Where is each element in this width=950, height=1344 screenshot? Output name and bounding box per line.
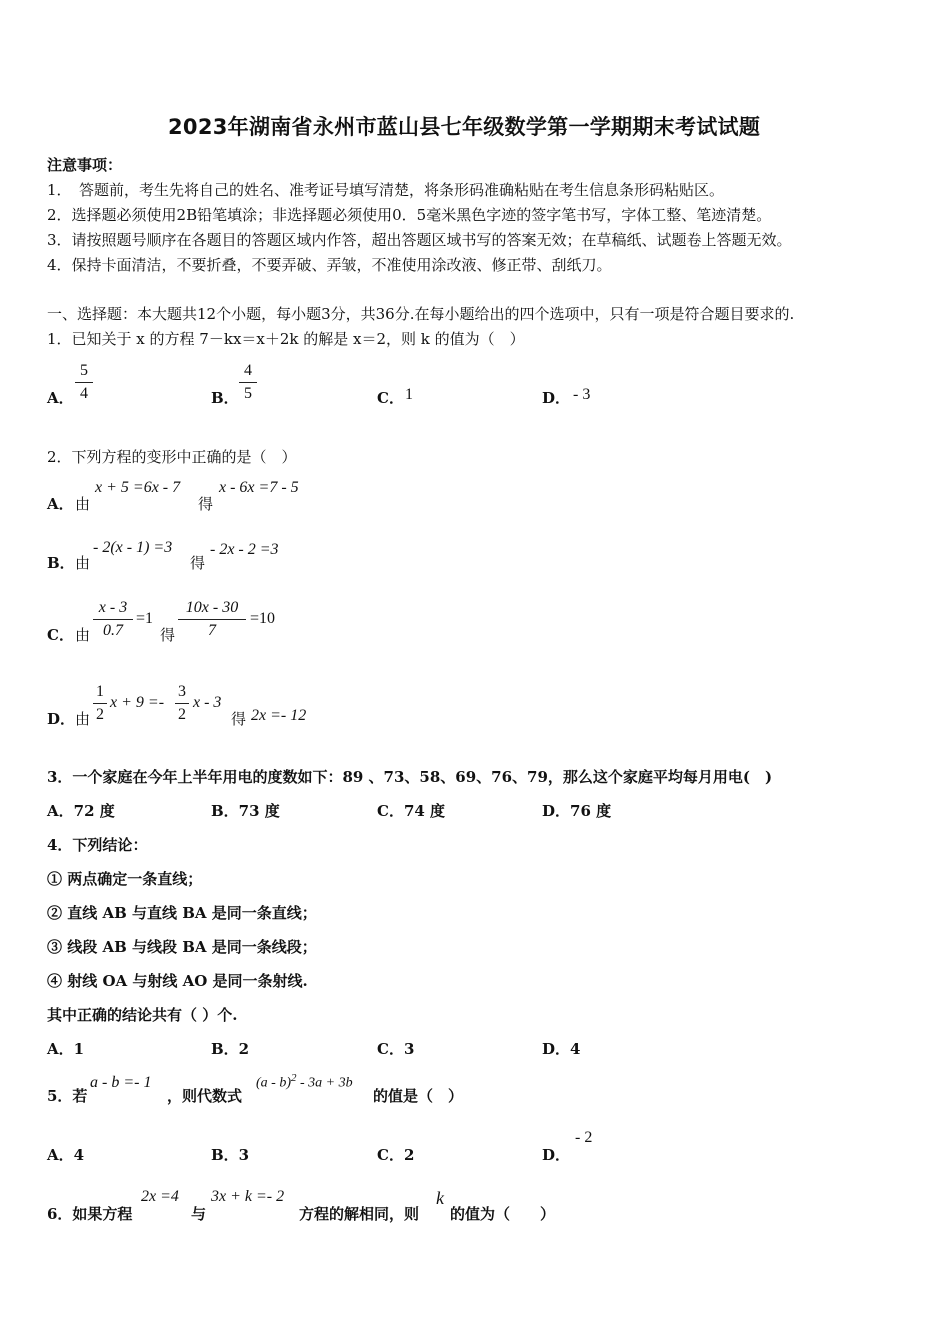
note-item: 1． 答题前，考生先将自己的姓名、准考证号填写清楚，将条形码准确粘贴在考生信息条形码粘贴区。	[47, 181, 725, 199]
q6-suffix: 的值为（ ）	[450, 1205, 556, 1223]
q5-expression: (a - b)$^2$ - 3a + 3b	[256, 1072, 353, 1091]
question-1-stem: 1．已知关于 x 的方程 7－kx＝x＋2k 的解是 x＝2，则 k 的值为（ ）	[47, 330, 525, 348]
q4-option-b: B．2	[211, 1040, 250, 1058]
q5-option-d-label: D．	[542, 1146, 571, 1164]
q1-option-b-label: B．	[211, 389, 239, 407]
q2-option-c-you: 由	[75, 626, 91, 644]
q3-option-b: B．73 度	[211, 802, 280, 820]
q2-option-c-label: C．	[47, 626, 74, 644]
q2-option-b-left-equation: - 2(x - 1) =3	[93, 539, 173, 556]
q4-statement: ② 直线 AB 与直线 BA 是同一条直线；	[47, 904, 317, 922]
q2-option-a-you: 由	[75, 495, 91, 513]
q1-option-a-fraction: 5 4	[75, 361, 93, 404]
q5-condition: a - b =- 1	[90, 1074, 152, 1091]
q5-option-a: A．4	[47, 1146, 85, 1164]
q2-option-a-left-equation: x + 5 =6x - 7	[95, 479, 181, 496]
q4-statement: ③ 线段 AB 与线段 BA 是同一条线段；	[47, 938, 317, 956]
q2-option-c-de: 得	[160, 626, 176, 644]
question-4-stem: 4．下列结论：	[47, 836, 148, 854]
q5-middle: ，则代数式	[167, 1087, 243, 1105]
q2-option-b-right-equation: - 2x - 2 =3	[210, 541, 279, 558]
q5-option-b: B．3	[211, 1146, 250, 1164]
q6-variable-k: k	[436, 1188, 444, 1208]
note-item: 4．保持卡面清洁，不要折叠，不要弄破、弄皱，不准使用涂改液、修正带、刮纸刀。	[47, 256, 612, 274]
q2-option-c-fraction-1-rest: =1	[136, 610, 154, 627]
q4-statement: ① 两点确定一条直线；	[47, 870, 203, 888]
notes-heading: 注意事项：	[47, 156, 123, 174]
q2-option-b-de: 得	[190, 554, 206, 572]
q2-option-d-you: 由	[75, 710, 91, 728]
question-3-stem: 3．一个家庭在今年上半年用电的度数如下：89 、73、58、69、76、79，那么这个家庭平均每月用电( )	[47, 768, 773, 786]
q4-option-c: C．3	[377, 1040, 415, 1058]
question-2-stem: 2．下列方程的变形中正确的是（ ）	[47, 448, 297, 466]
q1-option-d-value: - 3	[573, 386, 591, 403]
q3-option-c: C．74 度	[377, 802, 446, 820]
q3-option-a: A．72 度	[47, 802, 115, 820]
q1-option-d-label: D．	[542, 389, 571, 407]
q2-option-d-right-equation: 2x =- 12	[251, 707, 307, 724]
q2-option-b-you: 由	[75, 554, 91, 572]
q2-option-a-right-equation: x - 6x =7 - 5	[219, 479, 299, 496]
q4-ask: 其中正确的结论共有（ ）个.	[47, 1006, 238, 1024]
q2-option-d-de: 得	[231, 710, 247, 728]
q3-option-d: D．76 度	[542, 802, 612, 820]
q2-option-c-fraction-2: 10x - 30 7	[178, 598, 246, 641]
q2-option-d-label: D．	[47, 710, 76, 728]
q5-option-d-value: - 2	[575, 1129, 593, 1146]
q2-option-d-rest: x - 3	[193, 694, 222, 711]
q6-equation-2: 3x + k =- 2	[211, 1188, 285, 1205]
q1-option-a-label: A．	[47, 389, 74, 407]
q6-equation-1: 2x =4	[141, 1188, 179, 1205]
page-title: 2023年湖南省永州市蓝山县七年级数学第一学期期末考试试题	[168, 115, 761, 139]
q2-option-c-fraction-2-rest: =10	[250, 610, 276, 627]
q1-option-c-value: 1	[405, 386, 413, 403]
q2-option-d-middle: x + 9 =-	[110, 694, 165, 711]
question-6-prefix: 6．如果方程	[47, 1205, 133, 1223]
question-5-prefix: 5．若	[47, 1087, 88, 1105]
note-item: 2．选择题必须使用2B铅笔填涂；非选择题必须使用0．5毫米黑色字迹的签字笔书写，字体工整、笔迹清楚。	[47, 206, 772, 224]
q2-option-c-fraction-1: x - 3 0.7	[93, 598, 133, 641]
q6-middle: 方程的解相同，则	[299, 1205, 420, 1223]
q1-option-c-label: C．	[377, 389, 404, 407]
q4-statement: ④ 射线 OA 与射线 AO 是同一条射线.	[47, 972, 308, 990]
q6-and: 与	[191, 1205, 207, 1223]
q2-option-a-label: A．	[47, 495, 74, 513]
q4-option-d: D．4	[542, 1040, 581, 1058]
q4-option-a: A．1	[47, 1040, 85, 1058]
q1-option-b-fraction: 4 5	[239, 361, 257, 404]
q2-option-a-de: 得	[198, 495, 214, 513]
q5-suffix: 的值是（ ）	[373, 1087, 464, 1105]
q2-option-b-label: B．	[47, 554, 75, 572]
note-item: 3．请按照题号顺序在各题目的答题区域内作答，超出答题区域书写的答案无效；在草稿纸、试题卷上答题无效。	[47, 231, 792, 249]
section-heading: 一、选择题：本大题共12个小题，每小题3分，共36分.在每小题给出的四个选项中，只有一项是符合题目要求的.	[47, 305, 795, 323]
q5-option-c: C．2	[377, 1146, 415, 1164]
q2-option-d-fraction-1: 1 2	[93, 682, 107, 725]
q2-option-d-fraction-2: 3 2	[175, 682, 189, 725]
